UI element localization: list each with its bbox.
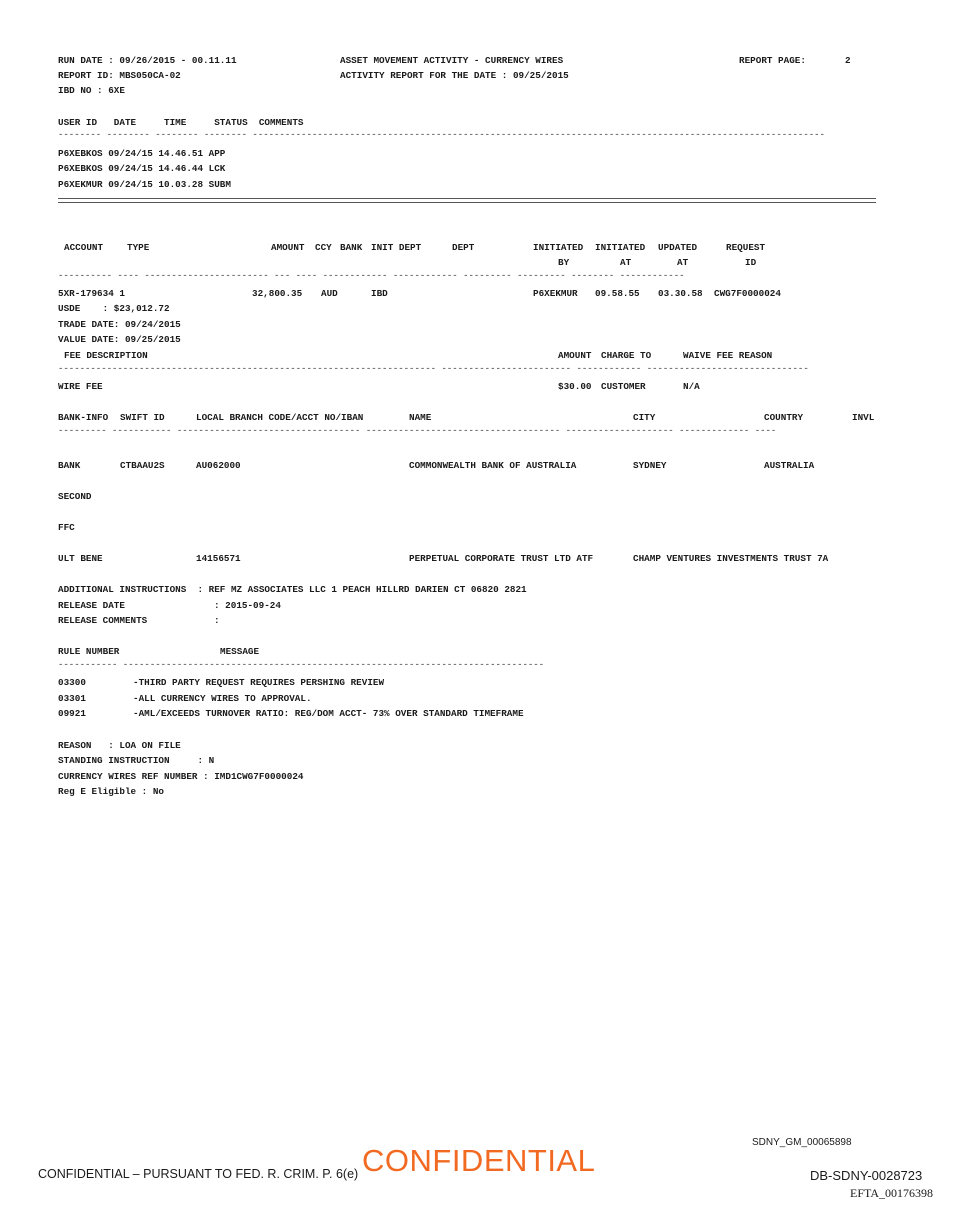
report-subtitle: ACTIVITY REPORT FOR THE DATE : 09/25/2015 <box>340 70 569 81</box>
col-account: ACCOUNT <box>64 242 104 253</box>
report-title: ASSET MOVEMENT ACTIVITY - CURRENCY WIRES <box>340 55 564 66</box>
fee-separator: ---------------------------------------------------------------------- ------------------------ ------------ ------------------------------ <box>58 364 809 374</box>
col-at: AT <box>620 257 632 268</box>
status-row: P6XEBKOS 09/24/15 14.46.51 APP <box>58 148 226 159</box>
bank-value: IBD <box>371 288 388 299</box>
rules-separator: ----------- ------------------------------------------------------------------------------ <box>58 660 545 670</box>
double-rule-divider <box>58 198 876 203</box>
rule-message: -THIRD PARTY REQUEST REQUIRES PERSHING REVIEW <box>133 677 385 688</box>
col-initiated-by: INITIATED <box>533 242 584 253</box>
request-id-value: CWG7F0000024 <box>714 288 781 299</box>
rule-code: 09921 <box>58 708 86 719</box>
bank-name: COMMONWEALTH BANK OF AUSTRALIA <box>409 460 577 471</box>
col-updated: UPDATED <box>658 242 698 253</box>
report-id: REPORT ID: MBS050CA-02 <box>58 70 181 81</box>
col-initiated-at: INITIATED <box>595 242 646 253</box>
standing-instruction: STANDING INSTRUCTION : N <box>58 755 215 766</box>
bank-swift: CTBAAU2S <box>120 460 165 471</box>
reason: REASON : LOA ON FILE <box>58 740 181 751</box>
fee-description: WIRE FEE <box>58 381 103 392</box>
bank-country: AUSTRALIA <box>764 460 815 471</box>
bates-number-sdny-gm: SDNY_GM_00065898 <box>752 1137 852 1148</box>
rule-code: 03301 <box>58 693 86 704</box>
release-date-value: : 2015-09-24 <box>214 600 281 611</box>
status-row: P6XEBKOS 09/24/15 14.46.44 LCK <box>58 163 226 174</box>
col-country: COUNTRY <box>764 412 804 423</box>
col-dept: DEPT <box>452 242 475 253</box>
amount-value: 32,800.35 <box>252 288 303 299</box>
status-separator: -------- -------- -------- -------- ---------------------------------------------------------------------------------------------------------- <box>58 130 825 140</box>
fee-waive-reason: N/A <box>683 381 700 392</box>
trade-date: TRADE DATE: 09/24/2015 <box>58 319 181 330</box>
col-bank: BANK <box>340 242 363 253</box>
bank-local-code: AU062000 <box>196 460 241 471</box>
release-date-label: RELEASE DATE <box>58 600 125 611</box>
initiated-at-value: 09.58.55 <box>595 288 640 299</box>
bates-number-db-sdny: DB-SDNY-0028723 <box>810 1168 923 1183</box>
col-name: NAME <box>409 412 432 423</box>
col-message: MESSAGE <box>220 646 260 657</box>
updated-at-value: 03.30.58 <box>658 288 703 299</box>
release-comments-label: RELEASE COMMENTS <box>58 615 148 626</box>
confidential-notice: CONFIDENTIAL – PURSUANT TO FED. R. CRIM. P. 6(e) <box>38 1167 359 1181</box>
additional-instructions: ADDITIONAL INSTRUCTIONS : REF MZ ASSOCIATES LLC 1 PEACH HILLRD DARIEN CT 06820 2821 <box>58 584 527 595</box>
fee-amount-header: AMOUNT <box>558 350 592 361</box>
ult-bene-account: 14156571 <box>196 553 241 564</box>
status-table-header: USER ID DATE TIME STATUS COMMENTS <box>58 117 304 128</box>
rule-code: 03300 <box>58 677 86 688</box>
ult-bene-label: ULT BENE <box>58 553 103 564</box>
efta-number: EFTA_00176398 <box>850 1186 934 1200</box>
release-comments-value: : <box>214 615 220 626</box>
col-request: REQUEST <box>726 242 766 253</box>
second-bank-label: SECOND <box>58 491 92 502</box>
value-date: VALUE DATE: 09/25/2015 <box>58 334 181 345</box>
ult-bene-name-2: CHAMP VENTURES INVESTMENTS TRUST 7A <box>633 553 829 564</box>
col-swift-id: SWIFT ID <box>120 412 165 423</box>
col-bank-info: BANK-INFO <box>58 412 109 423</box>
status-row: P6XEKMUR 09/24/15 10.03.28 SUBM <box>58 179 231 190</box>
reg-e-eligible: Reg E Eligible : No <box>58 786 165 797</box>
bank-info-separator: --------- ----------- ---------------------------------- ------------------------------------ -------------------- ------------- ---- <box>58 426 777 436</box>
bank-label: BANK <box>58 460 81 471</box>
usde-value: USDE : $23,012.72 <box>58 303 170 314</box>
col-rule-number: RULE NUMBER <box>58 646 120 657</box>
ccy-value: AUD <box>321 288 338 299</box>
currency-wires-ref-number: CURRENCY WIRES REF NUMBER : IMD1CWG7F0000024 <box>58 771 304 782</box>
col-city: CITY <box>633 412 656 423</box>
fee-charge-to-header: CHARGE TO <box>601 350 652 361</box>
fee-description-header: FEE DESCRIPTION <box>64 350 148 361</box>
col-invl: INVL <box>852 412 875 423</box>
fee-amount: $30.00 <box>558 381 592 392</box>
col-ccy: CCY <box>315 242 332 253</box>
initiated-by-value: P6XEKMUR <box>533 288 578 299</box>
confidential-stamp: CONFIDENTIAL <box>362 1143 596 1178</box>
run-date: RUN DATE : 09/26/2015 - 00.11.11 <box>58 55 237 66</box>
rule-message: -ALL CURRENCY WIRES TO APPROVAL. <box>133 693 312 704</box>
report-page-label: REPORT PAGE: <box>739 55 806 66</box>
col-amount: AMOUNT <box>271 242 305 253</box>
col-init-dept: INIT DEPT <box>371 242 422 253</box>
ibd-no: IBD NO : 6XE <box>58 85 125 96</box>
account-number: 5XR-179634 1 <box>58 288 125 299</box>
ult-bene-name: PERPETUAL CORPORATE TRUST LTD ATF <box>409 553 594 564</box>
rule-message: -AML/EXCEEDS TURNOVER RATIO: REG/DOM ACCT- 73% OVER STANDARD TIMEFRAME <box>133 708 524 719</box>
ffc-label: FFC <box>58 522 75 533</box>
col-id: ID <box>745 257 757 268</box>
report-page-number: 2 <box>845 55 851 66</box>
col-local-branch: LOCAL BRANCH CODE/ACCT NO/IBAN <box>196 412 364 423</box>
bank-city: SYDNEY <box>633 460 667 471</box>
fee-charge-to: CUSTOMER <box>601 381 646 392</box>
fee-waive-header: WAIVE FEE REASON <box>683 350 773 361</box>
col-by: BY <box>558 257 570 268</box>
account-separator: ---------- ---- ----------------------- --- ---- ------------ ------------ --------- --------- -------- ------------ <box>58 271 685 281</box>
col-at: AT <box>677 257 689 268</box>
col-type: TYPE <box>127 242 150 253</box>
